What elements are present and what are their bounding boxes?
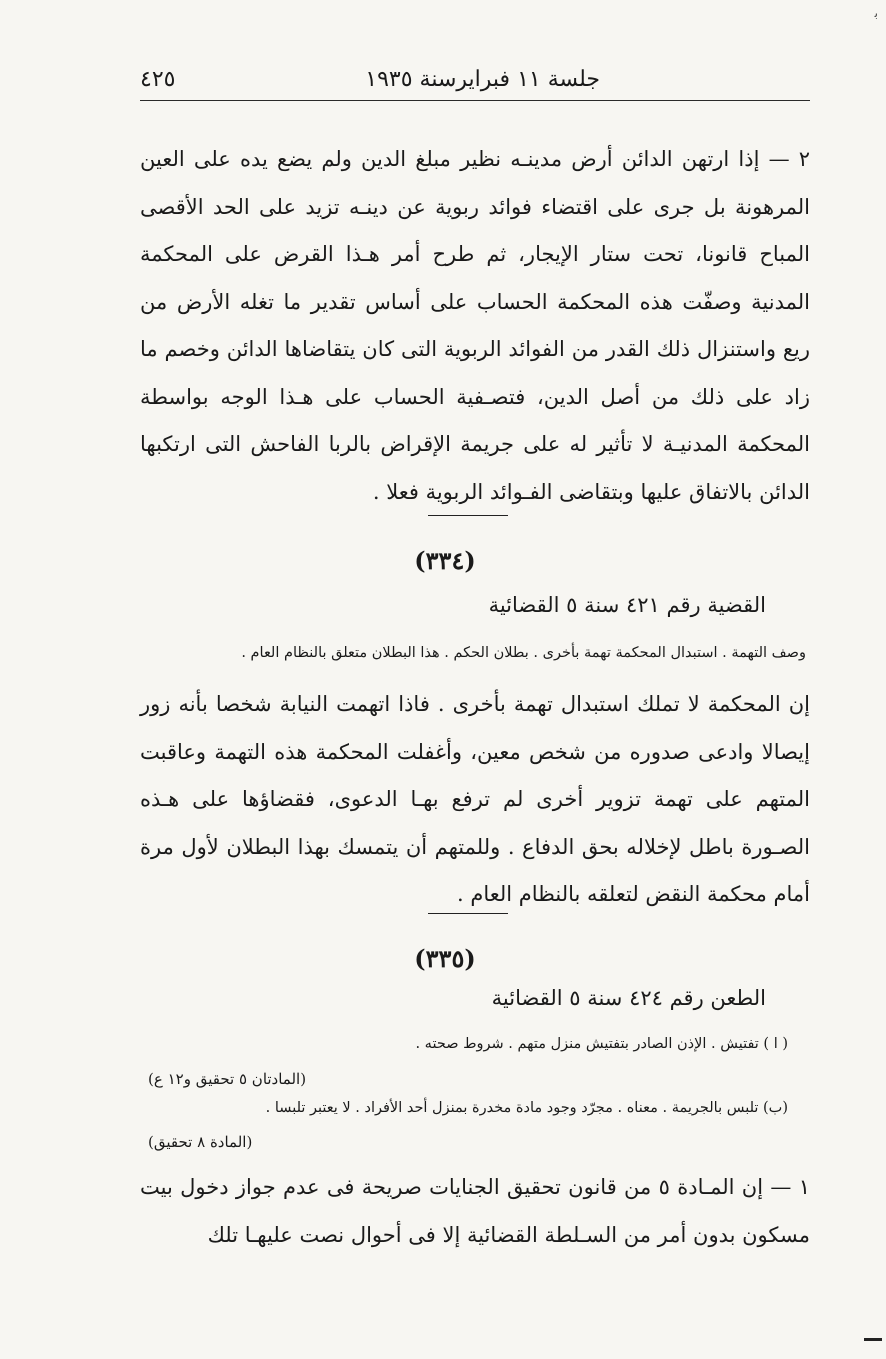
case-summary: وصف التهمة . استبدال المحكمة تهمة بأخرى . بطلان الحكم . هذا البطلان متعلق بالنظام العام .	[241, 645, 806, 661]
case-summary-item-a: ( ا ) تفتيش . الإذن الصادر بتفتيش منزل متهم . شروط صحته .	[415, 1036, 788, 1052]
case-number: (٣٣٥)	[414, 944, 476, 973]
header-rule	[140, 100, 810, 101]
paragraph-2: ٢ — إذا ارتهن الدائن أرض مدينـه نظير مبلغ الدين ولم يضع يده على العين المرهونة بل جرى على اقتضاء فوائد ربوية عن دينـه تزيد على الحد الأقصى المباح قانونا، تحت ستار الإيجار، ثم طرح أمر هـذا القرض على المحكمة المدنية وصفّت هذه المحكمة الحساب على أساس تقدير ما تغله الأرض من ريع واستنزال ذلك القدر من الفوائد الربوية التى كان يتقاضاها الدائن وخصم ما زاد على ذلك من أصل الدين، فتصـفية الحساب على هـذا الوجه بواسطة المحكمة المدنيـة لا تأثير له على جريمة الإقراض بالربا الفاحش التى ارتكبها الدائن بالاتفاق عليها وبتقاضى الفـوائد الربوية فعلا .	[140, 147, 810, 504]
case-note-a: (المادتان ٥ تحقيق و١٢ ع)	[148, 1070, 307, 1088]
page-number: ٤٢٥	[140, 66, 176, 92]
case-number: (٣٣٤)	[414, 546, 476, 575]
header-session-date: جلسة ١١ فبرايرسنة ١٩٣٥	[365, 66, 600, 92]
case-summary-item-b: (ب) تلبس بالجريمة . معناه . مجرّد وجود مادة مخدرة بمنزل أحد الأفراد . لا يعتبر تلبسا .	[265, 1100, 788, 1116]
running-header	[140, 62, 600, 96]
margin-mark: ﺑ	[874, 6, 878, 20]
case-title: الطعن رقم ٤٢٤ سنة ٥ القضائية	[491, 986, 766, 1010]
case-title: القضية رقم ٤٢١ سنة ٥ القضائية	[488, 593, 766, 617]
section-divider	[428, 913, 508, 914]
case-note-b: (المادة ٨ تحقيق)	[148, 1133, 253, 1151]
section-divider	[428, 515, 508, 516]
case-body: ١ — إن المـادة ٥ من قانون تحقيق الجنايات صريحة فى عدم جواز دخول بيت مسكون بدون أمر من السـلطة القضائية إلا فى أحوال نصت عليهـا تلك	[140, 1175, 810, 1247]
case-body: إن المحكمة لا تملك استبدال تهمة بأخرى . فاذا اتهمت النيابة شخصا بأنه زور إيصالا وادعى صدوره من شخص معين، وأغفلت المحكمة هذه التهمة وعاقبت المتهم على تهمة تزوير أخرى لم ترفع بهـا الدعوى، فقضاؤها على هـذه الصـورة باطل لإخلاله بحق الدفاع . وللمتهم أن يتمسك بهذا البطلان لأول مرة أمام محكمة النقض لتعلقه بالنظام العام .	[140, 692, 810, 906]
edge-mark	[864, 1338, 882, 1341]
